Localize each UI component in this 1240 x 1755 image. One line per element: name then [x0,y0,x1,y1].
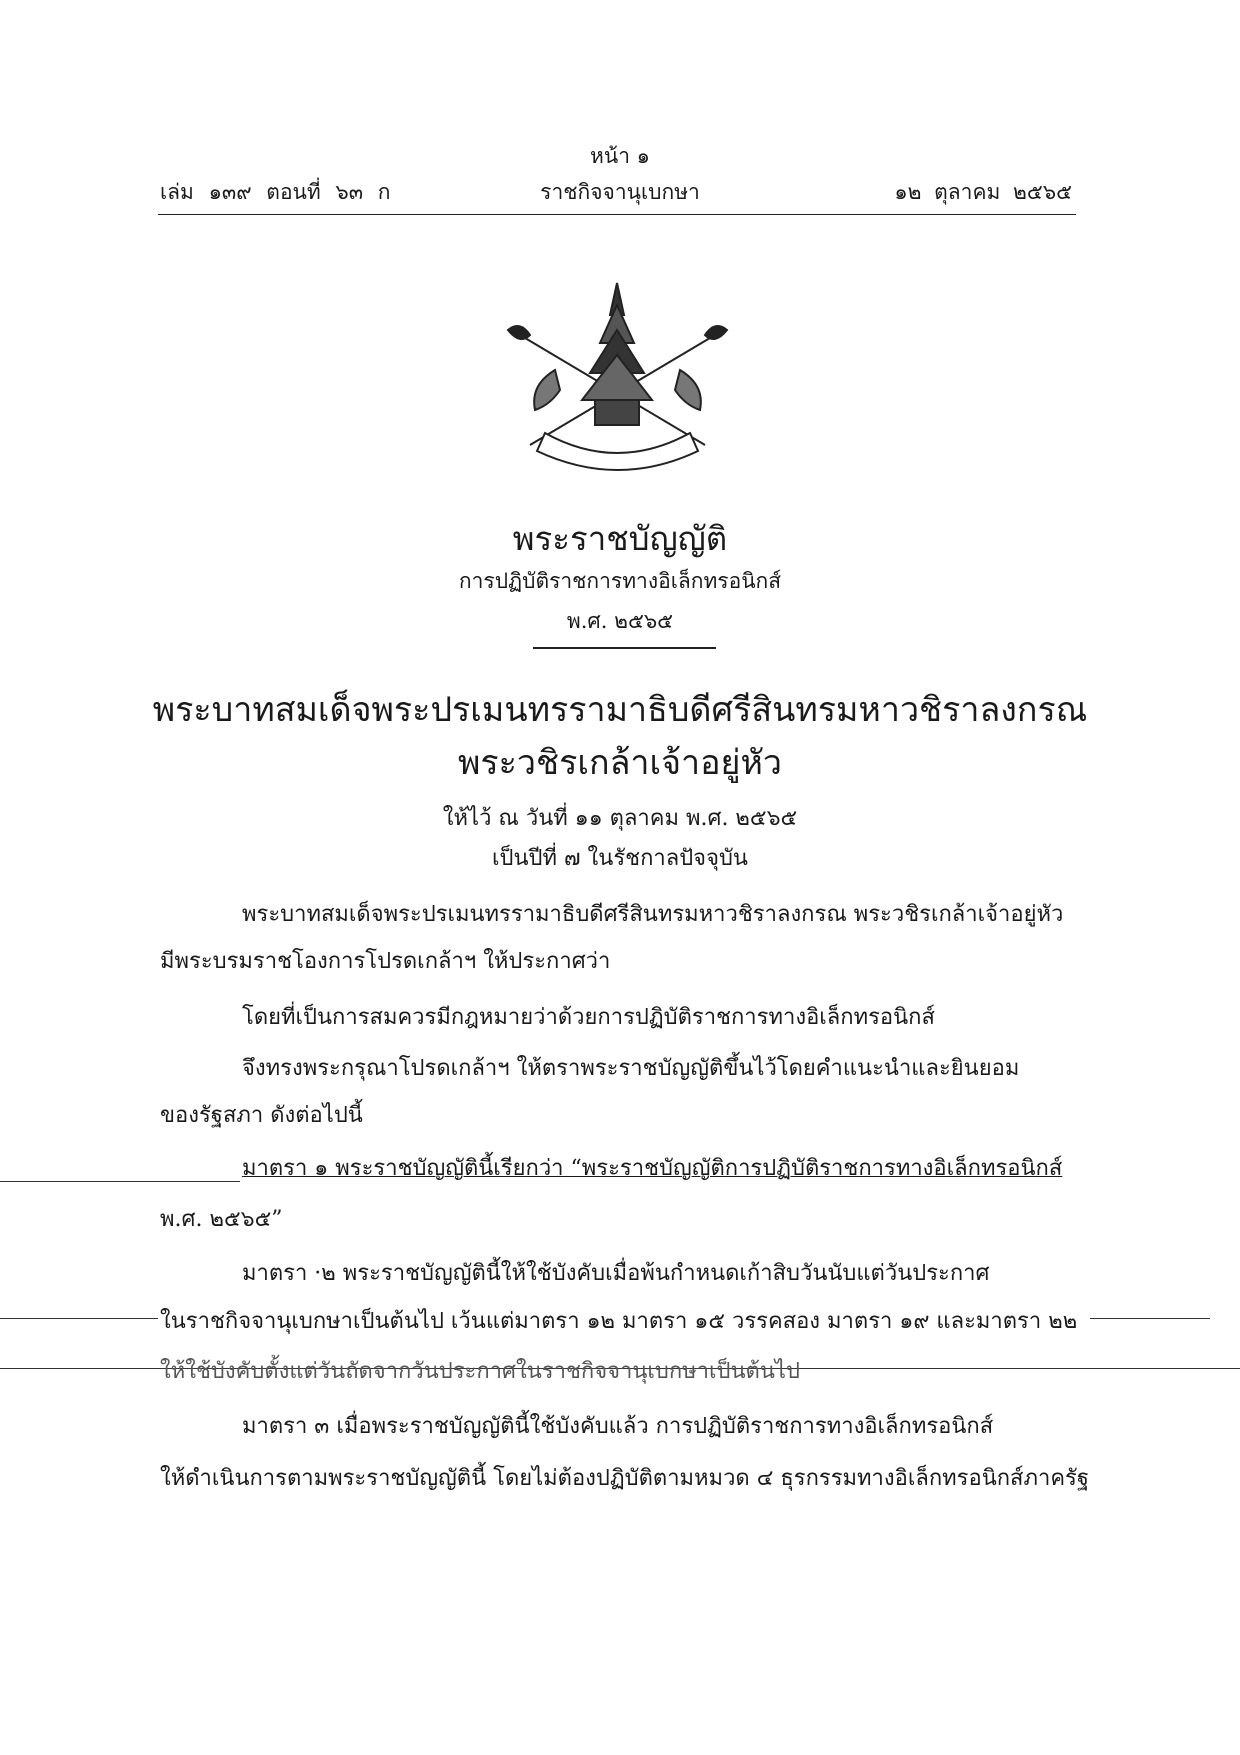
enact-line1: จึงทรงพระกรุณาโปรดเกล้าฯ ให้ตราพระราชบัญญัติขึ้นไว้โดยคำแนะนำและยินยอม [242,1056,1020,1081]
section-1-line2: พ.ศ. ๒๕๖๕” [160,1207,283,1232]
section-3-line2: ให้ดำเนินการตามพระราชบัญญัตินี้ โดยไม่ต้องปฏิบัติตามหมวด ๔ ธุรกรรมทางอิเล็กทรอนิกส์ภาครัฐ [160,1466,1090,1491]
enact-line2: ของรัฐสภา ดังต่อไปนี้ [160,1103,363,1128]
king-name-line1: พระบาทสมเด็จพระปรเมนทรรามาธิบดีศรีสินทรมหาวชิราลงกรณ [152,690,1088,730]
king-name-line2: พระวชิรเกล้าเจ้าอยู่หัว [458,743,782,783]
royal-emblem-icon [500,275,735,475]
act-year: พ.ศ. ๒๕๖๕ [566,609,674,633]
act-title: พระราชบัญญัติ [512,519,728,558]
header-rule [158,214,1076,215]
section-1-line1: มาตรา ๑ พระราชบัญญัตินี้เรียกว่า “พระราชบัญญัติการปฏิบัติราชการทางอิเล็กทรอนิกส์ [242,1156,1063,1181]
given-date: ให้ไว้ ณ วันที่ ๑๑ ตุลาคม พ.ศ. ๒๕๖๕ [442,806,798,831]
title-rule [533,647,716,649]
act-subtitle: การปฏิบัติราชการทางอิเล็กทรอนิกส์ [458,569,782,593]
section-2-line3: ให้ใช้บังคับตั้งแต่วันถัดจากวันประกาศในราชกิจจานุเบกษาเป็นต้นไป [160,1359,800,1384]
volume-info: เล่ม ๑๓๙ ตอนที่ ๖๓ ก [160,180,391,204]
section-2-line2: ในราชกิจจานุเบกษาเป็นต้นไป เว้นแต่มาตรา ๑๒ มาตรา ๑๕ วรรคสอง มาตรา ๑๙ และมาตรา ๒๒ [160,1309,1078,1334]
section-3-line1: มาตรา ๓ เมื่อพระราชบัญญัตินี้ใช้บังคับแล้ว การปฏิบัติราชการทางอิเล็กทรอนิกส์ [242,1414,994,1439]
preamble-line1: พระบาทสมเด็จพระปรเมนทรรามาธิบดีศรีสินทรมหาวชิราลงกรณ พระวชิรเกล้าเจ้าอยู่หัว [242,902,1064,927]
reason-text: โดยที่เป็นการสมควรมีกฎหมายว่าด้วยการปฏิบัติราชการทางอิเล็กทรอนิกส์ [242,1005,935,1030]
preamble-line2: มีพระบรมราชโองการโปรดเกล้าฯ ให้ประกาศว่า [160,949,611,974]
publication-date: ๑๒ ตุลาคม ๒๕๖๕ [894,180,1072,204]
ruled-line [0,1318,158,1319]
page-number: หน้า ๑ [590,144,650,168]
ruled-line [1090,1318,1210,1319]
reign-year: เป็นปีที่ ๗ ในรัชกาลปัจจุบัน [492,846,748,871]
gazette-name: ราชกิจจานุเบกษา [540,180,700,204]
ruled-line [0,1181,240,1182]
section-2-line1: มาตรา ·๒ พระราชบัญญัตินี้ให้ใช้บังคับเมื่อพ้นกำหนดเก้าสิบวันนับแต่วันประกาศ [242,1261,990,1286]
